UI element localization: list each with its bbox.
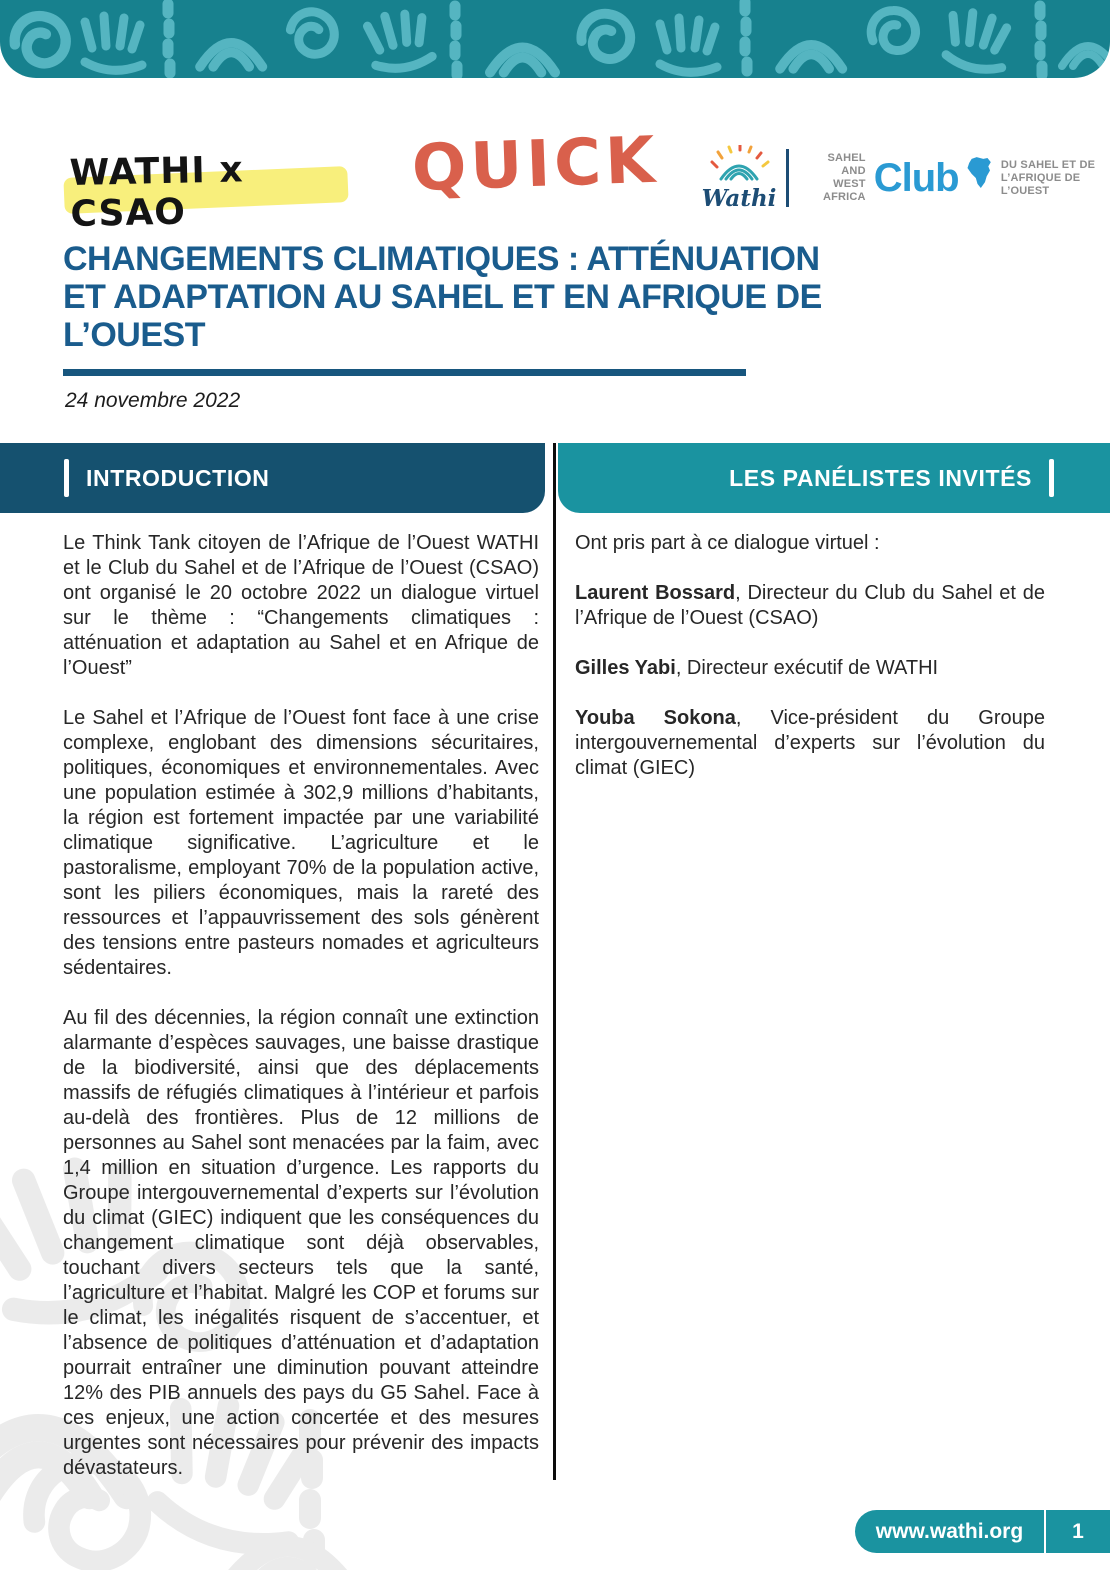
wathi-csao-wordmark [69, 149, 360, 236]
quick-wordmark: QUICK [410, 123, 660, 207]
page-title [63, 240, 883, 354]
wathi-logo-text: Wathi [701, 184, 777, 212]
heading-accent-bar [64, 459, 69, 497]
panelists-body [575, 531, 1045, 801]
intro-paragraph-2: Le Sahel et l’Afrique de l’Ouest font face à une crise complexe, englobant des dimensions sécuritaires, politiques, économiques et environnementales. Avec une population estimée à 302,9 millions d’habitants, la région est fortement impactée par une variabilité climatique significative. L’agriculture et le pastoralisme, employant 70% de la population active, sont les piliers économiques, mais la rareté des ressources et l’appauvrissement des sols génèrent des tensions entre pasteurs nomades et agriculteurs sédentaires. [63, 707, 539, 979]
intro-paragraph-3: Au fil des décennies, la région connaît une extinction alarmante d’espèces sauvages, une baisse drastique de la biodiversité, ainsi que des déplacements massifs de réfugiés climatiques à l’intérieur et parfois au-delà des frontières. Plus de 12 millions de personnes au Sahel sont menacées par la faim, avec 1,4 million en situation d’urgence. Les rapports du Groupe intergouvernemental d’experts sur l’évolution du climat (GIEC) indiquent que les conséquences du changement climatique sont déjà observables, touchant divers secteurs tels que la santé, l’agriculture et l’habitat. Malgré les COP et forums sur le climat, les inégalités risquent de s’accentuer, et l’absence de politiques d’atténuation et d’adaptation pourrait entraîner une diminution pouvant atteindre 12% des PIB annuels des pays du G5 Sahel. Face à ces enjeux, une action concertée et des mesures urgentes sont nécessaires pour prévenir des impacts dévastateurs. [63, 1007, 539, 1479]
swac-label-left: SAHEL AND WEST AFRICA [822, 152, 866, 203]
panelist-item [575, 656, 1045, 681]
heading-accent-bar [1049, 459, 1054, 497]
club-wordmark: Club [873, 156, 959, 200]
page-title-line2: ET ADAPTATION AU SAHEL ET EN AFRIQUE DE [63, 278, 822, 316]
page-title-line3: L’OUEST [63, 316, 205, 354]
panelist-role: , Directeur exécutif de WATHI [675, 657, 939, 679]
partner-logos [701, 140, 1110, 216]
panelist-item [575, 581, 1045, 631]
panelists-header [558, 443, 1110, 513]
introduction-header [0, 443, 545, 513]
panelist-role: , Vice-président du Groupe intergouvernemental d’experts sur l’évolution du climat (GIEC) [575, 707, 1045, 779]
introduction-heading: INTRODUCTION [86, 464, 270, 491]
top-decorative-band [0, 0, 1110, 78]
intro-paragraph-1: Le Think Tank citoyen de l’Afrique de l’Ouest WATHI et le Club du Sahel et de l’Afrique de l’Ouest (CSAO) ont organisé le 20 octobre 2022 un dialogue virtuel sur le thème : “Changements climatiques : atténuation et adaptation au Sahel et en Afrique de l’Ouest” [63, 532, 539, 679]
footer-url-link[interactable]: www.wathi.org [875, 1519, 1024, 1543]
column-divider [553, 443, 556, 1480]
panelist-name: Laurent Bossard [575, 582, 736, 604]
panelist-name: Gilles Yabi [575, 657, 676, 679]
wathi-csao-text: WATHI x CSAO [69, 149, 244, 236]
page-number: 1 [1072, 1519, 1084, 1543]
publication-date: 24 novembre 2022 [65, 389, 241, 412]
footer-bar [855, 1510, 1110, 1553]
panelist-name: Youba Sokona [575, 707, 736, 729]
africa-map-icon [965, 153, 993, 193]
page-title-line1: CHANGEMENTS CLIMATIQUES : ATTÉNUATION [63, 240, 820, 278]
panelist-role: , Directeur du Club du Sahel et de l’Afrique de l’Ouest (CSAO) [575, 582, 1045, 629]
wathi-sun-icon [707, 145, 771, 189]
title-rule [63, 369, 746, 376]
panelists-intro: Ont pris part à ce dialogue virtuel : [575, 532, 880, 554]
introduction-body [63, 531, 539, 1506]
swac-club-logo [801, 152, 1110, 204]
logo-divider [786, 149, 789, 207]
wathi-logo [701, 145, 777, 212]
panelist-item [575, 706, 1045, 781]
swac-label-right: DU SAHEL ET DE L’AFRIQUE DE L’OUEST [1000, 158, 1096, 197]
panelists-heading: LES PANÉLISTES INVITÉS [729, 464, 1032, 491]
teal-pattern-icon [0, 0, 1110, 78]
